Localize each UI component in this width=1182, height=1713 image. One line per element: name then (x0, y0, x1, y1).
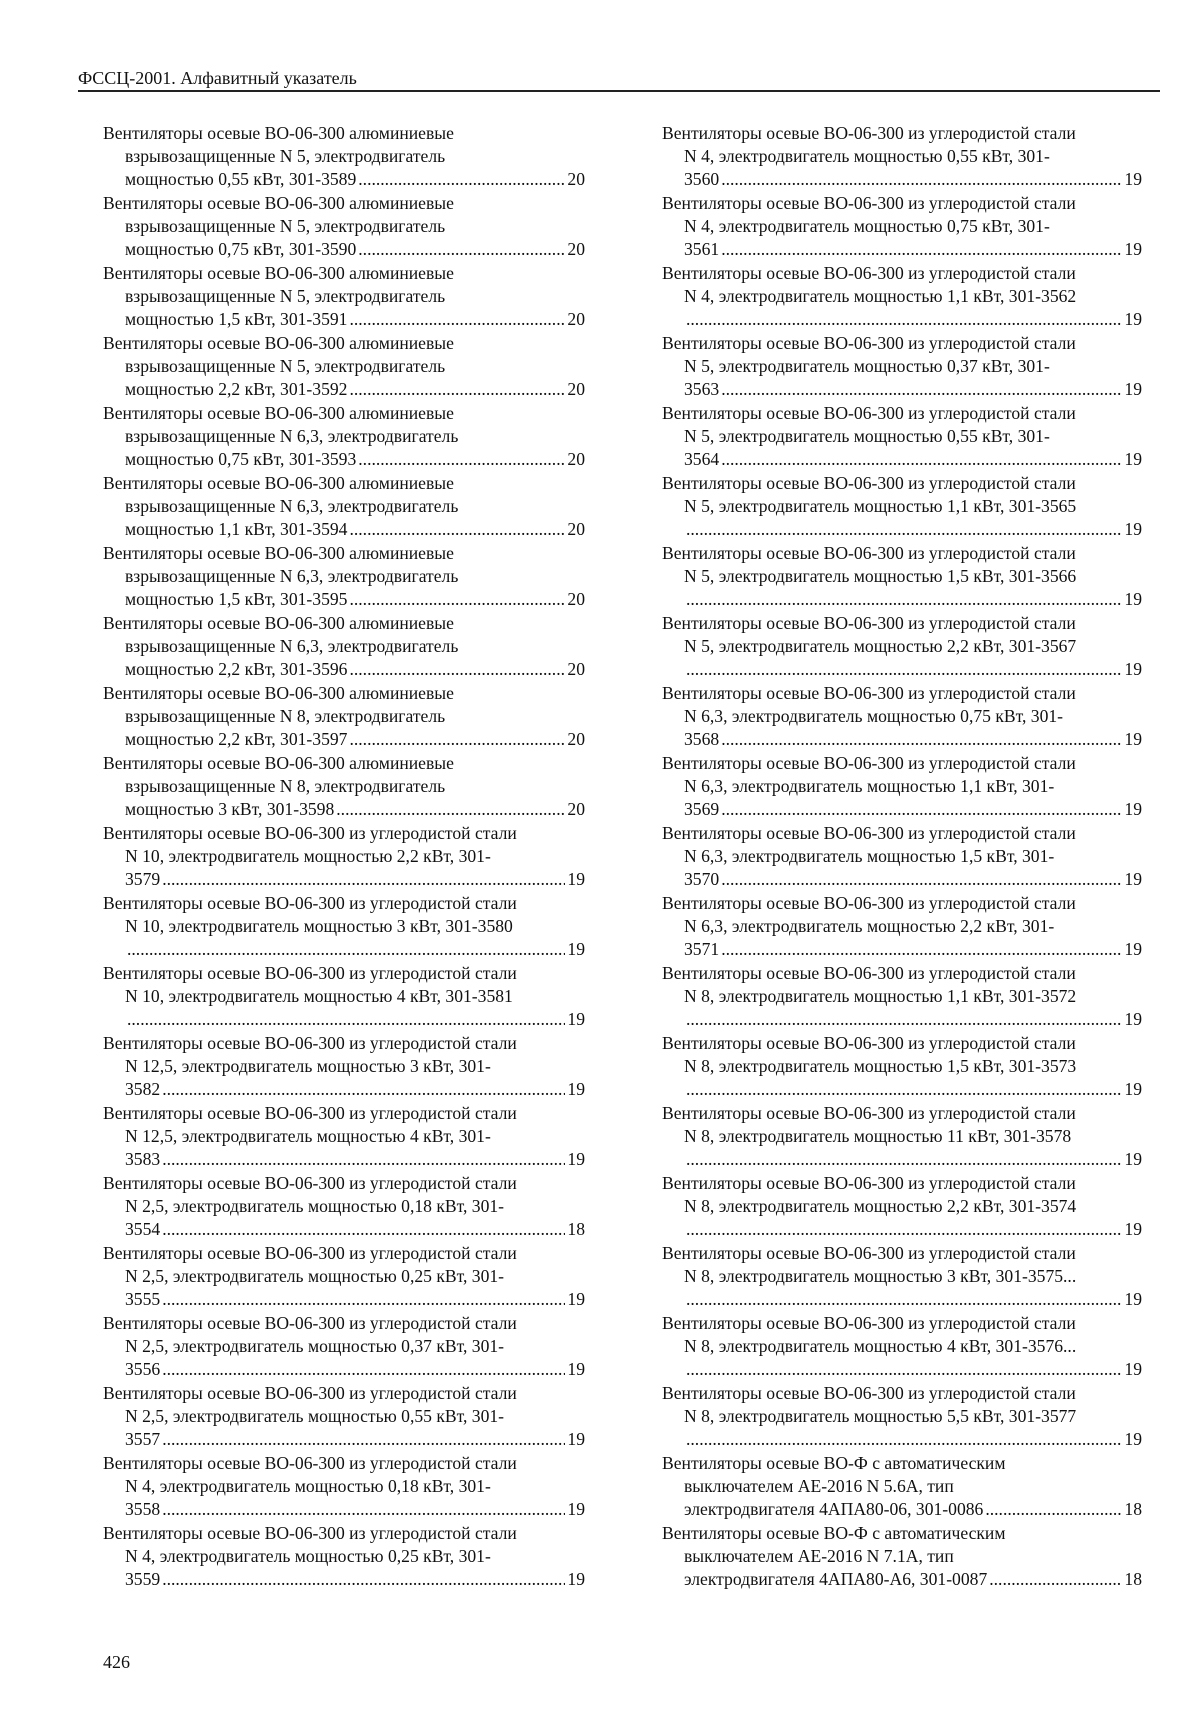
index-entry (103, 1172, 585, 1242)
entry-line: N 2,5, электродвигатель мощностью 0,55 кВт, 301- (125, 1406, 505, 1427)
entry-leader-line (103, 448, 585, 471)
entry-leader-line (662, 1288, 1142, 1311)
dot-leader (127, 938, 565, 961)
entry-page-number: 20 (567, 309, 585, 330)
left-column (103, 122, 585, 1592)
entry-page-number: 20 (567, 449, 585, 470)
dot-leader (686, 588, 1122, 611)
entry-leader-line (662, 448, 1142, 471)
dot-leader (721, 728, 1122, 751)
entry-line: взрывозащищенные N 8, электродвигатель (125, 706, 446, 727)
entry-tail: 3568 (684, 729, 720, 750)
entry-page-number: 20 (567, 169, 585, 190)
dot-leader (162, 1428, 565, 1451)
entry-leader-line (662, 868, 1142, 891)
entry-page-number: 19 (1124, 659, 1142, 680)
entry-leader-line (103, 868, 585, 891)
entry-leader-line (662, 658, 1142, 681)
index-entry (103, 1242, 585, 1312)
entry-tail: 3569 (684, 799, 720, 820)
entry-page-number: 19 (567, 869, 585, 890)
index-entry (103, 262, 585, 332)
dot-leader (721, 798, 1122, 821)
entry-line: N 6,3, электродвигатель мощностью 1,1 кВт, 301- (684, 776, 1055, 797)
entry-tail: мощностью 1,1 кВт, 301-3594 (125, 519, 348, 540)
entry-leader-line (662, 1358, 1142, 1381)
entry-page-number: 19 (567, 1289, 585, 1310)
entry-line: взрывозащищенные N 6,3, электродвигатель (125, 566, 459, 587)
entry-line: N 6,3, электродвигатель мощностью 1,5 кВт, 301- (684, 846, 1055, 867)
entry-tail: мощностью 0,75 кВт, 301-3590 (125, 239, 357, 260)
entry-line: N 6,3, электродвигатель мощностью 0,75 кВт, 301- (684, 706, 1064, 727)
entry-line: N 4, электродвигатель мощностью 0,25 кВт, 301- (125, 1546, 491, 1567)
dot-leader (162, 868, 565, 891)
entry-page-number: 18 (1124, 1499, 1142, 1520)
entry-leader-line (662, 798, 1142, 821)
entry-heading: Вентиляторы осевые ВО-06-300 из углеродистой стали (662, 193, 1076, 213)
entry-leader-line (103, 1428, 585, 1451)
entry-tail: мощностью 0,75 кВт, 301-3593 (125, 449, 357, 470)
entry-heading: Вентиляторы осевые ВО-06-300 из углеродистой стали (662, 1243, 1076, 1263)
index-entry (103, 402, 585, 472)
dot-leader (686, 1008, 1122, 1031)
index-entry (662, 332, 1142, 402)
entry-page-number: 19 (1124, 1219, 1142, 1240)
entry-tail: мощностью 2,2 кВт, 301-3592 (125, 379, 348, 400)
dot-leader (349, 588, 565, 611)
entry-tail: электродвигателя 4АПА80-А6, 301-0087 (684, 1569, 988, 1590)
index-entry (103, 612, 585, 682)
index-entry (103, 822, 585, 892)
dot-leader (686, 1148, 1122, 1171)
right-column (662, 122, 1142, 1592)
dot-leader (349, 308, 565, 331)
entry-leader-line (103, 168, 585, 191)
entry-leader-line (103, 518, 585, 541)
index-entry (662, 1382, 1142, 1452)
entry-line: взрывозащищенные N 6,3, электродвигатель (125, 426, 459, 447)
entry-line: N 8, электродвигатель мощностью 1,5 кВт, 301-3573 (684, 1056, 1077, 1077)
entry-leader-line (103, 1148, 585, 1171)
entry-heading: Вентиляторы осевые ВО-06-300 из углеродистой стали (662, 753, 1076, 773)
entry-leader-line (662, 1008, 1142, 1031)
index-entry (662, 262, 1142, 332)
entry-heading: Вентиляторы осевые ВО-06-300 из углеродистой стали (662, 403, 1076, 423)
index-entry (662, 822, 1142, 892)
entry-heading: Вентиляторы осевые ВО-06-300 алюминиевые (103, 753, 454, 773)
entry-line: N 5, электродвигатель мощностью 1,1 кВт, 301-3565 (684, 496, 1077, 517)
entry-line: N 4, электродвигатель мощностью 0,18 кВт, 301- (125, 1476, 491, 1497)
entry-tail: 3583 (125, 1149, 161, 1170)
index-entry (103, 892, 585, 962)
dot-leader (358, 238, 565, 261)
entry-heading: Вентиляторы осевые ВО-06-300 из углеродистой стали (662, 1313, 1076, 1333)
entry-heading: Вентиляторы осевые ВО-06-300 алюминиевые (103, 613, 454, 633)
entry-heading: Вентиляторы осевые ВО-06-300 алюминиевые (103, 263, 454, 283)
index-entry (662, 682, 1142, 752)
entry-line: N 10, электродвигатель мощностью 4 кВт, 301-3581 (125, 986, 513, 1007)
entry-leader-line (103, 1568, 585, 1591)
entry-leader-line (103, 798, 585, 821)
entry-heading: Вентиляторы осевые ВО-06-300 из углеродистой стали (103, 1173, 517, 1193)
entry-line: N 8, электродвигатель мощностью 3 кВт, 301-3575... (684, 1266, 1077, 1287)
entry-heading: Вентиляторы осевые ВО-06-300 из углеродистой стали (103, 1453, 517, 1473)
entry-heading: Вентиляторы осевые ВО-06-300 алюминиевые (103, 333, 454, 353)
entry-leader-line (662, 938, 1142, 961)
entry-page-number: 19 (567, 1359, 585, 1380)
entry-heading: Вентиляторы осевые ВО-06-300 из углеродистой стали (662, 963, 1076, 983)
entry-heading: Вентиляторы осевые ВО-06-300 из углеродистой стали (103, 963, 517, 983)
entry-page-number: 18 (567, 1219, 585, 1240)
index-entry (662, 402, 1142, 472)
entry-heading: Вентиляторы осевые ВО-Ф с автоматическим (662, 1523, 1006, 1543)
dot-leader (162, 1148, 565, 1171)
entry-heading: Вентиляторы осевые ВО-06-300 из углеродистой стали (662, 1103, 1076, 1123)
dot-leader (985, 1498, 1122, 1521)
dot-leader (127, 1008, 565, 1031)
entry-line: N 2,5, электродвигатель мощностью 0,37 кВт, 301- (125, 1336, 505, 1357)
entry-tail: 3564 (684, 449, 720, 470)
entry-heading: Вентиляторы осевые ВО-06-300 из углеродистой стали (103, 1313, 517, 1333)
index-entry (103, 1452, 585, 1522)
dot-leader (162, 1218, 565, 1241)
entry-line: N 12,5, электродвигатель мощностью 4 кВт, 301- (125, 1126, 491, 1147)
dot-leader (162, 1498, 565, 1521)
entry-line: N 12,5, электродвигатель мощностью 3 кВт, 301- (125, 1056, 491, 1077)
entry-leader-line (103, 938, 585, 961)
entry-page-number: 20 (567, 239, 585, 260)
entry-page-number: 20 (567, 729, 585, 750)
index-entry (103, 752, 585, 822)
entry-leader-line (103, 1358, 585, 1381)
entry-tail: 3554 (125, 1219, 161, 1240)
index-entry (103, 962, 585, 1032)
entry-leader-line (662, 308, 1142, 331)
entry-tail: 3558 (125, 1499, 161, 1520)
entry-heading: Вентиляторы осевые ВО-06-300 из углеродистой стали (103, 893, 517, 913)
entry-page-number: 19 (1124, 939, 1142, 960)
dot-leader (336, 798, 565, 821)
entry-page-number: 19 (567, 939, 585, 960)
entry-line: N 2,5, электродвигатель мощностью 0,18 кВт, 301- (125, 1196, 505, 1217)
dot-leader (162, 1358, 565, 1381)
dot-leader (721, 868, 1122, 891)
entry-line: N 2,5, электродвигатель мощностью 0,25 кВт, 301- (125, 1266, 505, 1287)
entry-tail: мощностью 2,2 кВт, 301-3597 (125, 729, 348, 750)
entry-page-number: 19 (1124, 449, 1142, 470)
entry-line: N 5, электродвигатель мощностью 1,5 кВт, 301-3566 (684, 566, 1077, 587)
entry-heading: Вентиляторы осевые ВО-06-300 из углеродистой стали (662, 473, 1076, 493)
entry-leader-line (103, 1288, 585, 1311)
entry-leader-line (662, 1568, 1142, 1591)
entry-line: N 5, электродвигатель мощностью 0,37 кВт, 301- (684, 356, 1050, 377)
index-entry (103, 1522, 585, 1592)
dot-leader (349, 518, 565, 541)
entry-leader-line (662, 1218, 1142, 1241)
entry-line: N 4, электродвигатель мощностью 0,55 кВт, 301- (684, 146, 1050, 167)
index-entry (103, 122, 585, 192)
entry-page-number: 19 (567, 1009, 585, 1030)
entry-heading: Вентиляторы осевые ВО-06-300 из углеродистой стали (662, 333, 1076, 353)
entry-page-number: 19 (1124, 1429, 1142, 1450)
entry-leader-line (662, 238, 1142, 261)
dot-leader (358, 168, 565, 191)
entry-page-number: 19 (1124, 1009, 1142, 1030)
entry-heading: Вентиляторы осевые ВО-06-300 из углеродистой стали (662, 893, 1076, 913)
entry-tail: 3559 (125, 1569, 161, 1590)
dot-leader (349, 728, 565, 751)
entry-page-number: 19 (1124, 1289, 1142, 1310)
entry-heading: Вентиляторы осевые ВО-06-300 алюминиевые (103, 193, 454, 213)
entry-line: взрывозащищенные N 8, электродвигатель (125, 776, 446, 797)
entry-heading: Вентиляторы осевые ВО-06-300 из углеродистой стали (662, 683, 1076, 703)
dot-leader (349, 658, 565, 681)
index-entry (103, 682, 585, 752)
entry-heading: Вентиляторы осевые ВО-06-300 алюминиевые (103, 473, 454, 493)
entry-page-number: 19 (1124, 519, 1142, 540)
index-entry (662, 472, 1142, 542)
dot-leader (721, 238, 1122, 261)
index-entry (103, 1312, 585, 1382)
entry-heading: Вентиляторы осевые ВО-06-300 из углеродистой стали (103, 1103, 517, 1123)
dot-leader (989, 1568, 1122, 1591)
entry-tail: 3571 (684, 939, 720, 960)
entry-page-number: 19 (567, 1499, 585, 1520)
entry-line: взрывозащищенные N 5, электродвигатель (125, 286, 446, 307)
entry-page-number: 19 (567, 1429, 585, 1450)
index-entry (103, 1102, 585, 1172)
entry-line: N 8, электродвигатель мощностью 2,2 кВт, 301-3574 (684, 1196, 1077, 1217)
dot-leader (162, 1288, 565, 1311)
dot-leader (686, 1078, 1122, 1101)
entry-page-number: 19 (1124, 1359, 1142, 1380)
entry-leader-line (103, 658, 585, 681)
entry-page-number: 19 (1124, 869, 1142, 890)
entry-leader-line (103, 1498, 585, 1521)
index-entry (662, 1522, 1142, 1592)
index-entry (662, 192, 1142, 262)
entry-page-number: 18 (1124, 1569, 1142, 1590)
entry-heading: Вентиляторы осевые ВО-06-300 алюминиевые (103, 403, 454, 423)
dot-leader (686, 1288, 1122, 1311)
dot-leader (721, 378, 1122, 401)
entry-tail: 3582 (125, 1079, 161, 1100)
entry-tail: мощностью 2,2 кВт, 301-3596 (125, 659, 348, 680)
entry-page-number: 20 (567, 799, 585, 820)
entry-heading: Вентиляторы осевые ВО-06-300 из углеродистой стали (103, 1523, 517, 1543)
entry-heading: Вентиляторы осевые ВО-06-300 из углеродистой стали (662, 123, 1076, 143)
entry-tail: мощностью 1,5 кВт, 301-3595 (125, 589, 348, 610)
entry-heading: Вентиляторы осевые ВО-06-300 из углеродистой стали (103, 1033, 517, 1053)
entry-leader-line (103, 728, 585, 751)
entry-line: взрывозащищенные N 6,3, электродвигатель (125, 496, 459, 517)
entry-page-number: 20 (567, 519, 585, 540)
entry-tail: 3579 (125, 869, 161, 890)
entry-leader-line (662, 588, 1142, 611)
entry-page-number: 19 (1124, 379, 1142, 400)
entry-tail: 3560 (684, 169, 720, 190)
entry-heading: Вентиляторы осевые ВО-Ф с автоматическим (662, 1453, 1006, 1473)
entry-heading: Вентиляторы осевые ВО-06-300 из углеродистой стали (103, 1383, 517, 1403)
entry-page-number: 19 (1124, 1079, 1142, 1100)
entry-line: N 8, электродвигатель мощностью 1,1 кВт, 301-3572 (684, 986, 1077, 1007)
index-entry (662, 542, 1142, 612)
index-entry (662, 1312, 1142, 1382)
index-entry (662, 612, 1142, 682)
dot-leader (686, 658, 1122, 681)
index-entry (662, 1032, 1142, 1102)
dot-leader (686, 308, 1122, 331)
entry-leader-line (662, 1148, 1142, 1171)
entry-leader-line (662, 1428, 1142, 1451)
entry-heading: Вентиляторы осевые ВО-06-300 из углеродистой стали (103, 823, 517, 843)
entry-page-number: 19 (1124, 1149, 1142, 1170)
entry-line: выключателем АЕ-2016 N 5.6А, тип (684, 1476, 954, 1497)
index-entry (103, 332, 585, 402)
entry-heading: Вентиляторы осевые ВО-06-300 из углеродистой стали (662, 263, 1076, 283)
index-entry (103, 1032, 585, 1102)
entry-leader-line (103, 378, 585, 401)
index-entry (662, 752, 1142, 822)
entry-line: N 10, электродвигатель мощностью 3 кВт, 301-3580 (125, 916, 513, 937)
entry-heading: Вентиляторы осевые ВО-06-300 алюминиевые (103, 543, 454, 563)
entry-page-number: 19 (1124, 309, 1142, 330)
index-entry (103, 192, 585, 262)
entry-leader-line (103, 238, 585, 261)
index-entry (103, 542, 585, 612)
entry-leader-line (103, 1218, 585, 1241)
entry-line: N 5, электродвигатель мощностью 2,2 кВт, 301-3567 (684, 636, 1077, 657)
index-entry (103, 472, 585, 542)
entry-tail: 3563 (684, 379, 720, 400)
entry-line: взрывозащищенные N 5, электродвигатель (125, 216, 446, 237)
index-entry (662, 1452, 1142, 1522)
entry-page-number: 19 (1124, 239, 1142, 260)
entry-line: взрывозащищенные N 5, электродвигатель (125, 356, 446, 377)
dot-leader (686, 1428, 1122, 1451)
dot-leader (721, 168, 1122, 191)
entry-tail: 3561 (684, 239, 720, 260)
entry-page-number: 19 (567, 1149, 585, 1170)
entry-tail: 3555 (125, 1289, 161, 1310)
entry-heading: Вентиляторы осевые ВО-06-300 из углеродистой стали (662, 1173, 1076, 1193)
entry-leader-line (103, 1008, 585, 1031)
page-number: 426 (103, 1652, 130, 1672)
entry-leader-line (662, 378, 1142, 401)
index-entry (662, 122, 1142, 192)
dot-leader (686, 518, 1122, 541)
entry-line: N 8, электродвигатель мощностью 5,5 кВт, 301-3577 (684, 1406, 1077, 1427)
dot-leader (358, 448, 565, 471)
entry-line: N 4, электродвигатель мощностью 1,1 кВт, 301-3562 (684, 286, 1077, 307)
index-entry (103, 1382, 585, 1452)
entry-leader-line (103, 588, 585, 611)
entry-leader-line (662, 1498, 1142, 1521)
dot-leader (721, 938, 1122, 961)
entry-tail: мощностью 1,5 кВт, 301-3591 (125, 309, 348, 330)
entry-page-number: 19 (1124, 169, 1142, 190)
entry-heading: Вентиляторы осевые ВО-06-300 из углеродистой стали (662, 1383, 1076, 1403)
entry-page-number: 20 (567, 589, 585, 610)
entry-heading: Вентиляторы осевые ВО-06-300 из углеродистой стали (662, 543, 1076, 563)
entry-leader-line (662, 1078, 1142, 1101)
index-entry (662, 962, 1142, 1032)
entry-line: выключателем АЕ-2016 N 7.1А, тип (684, 1546, 954, 1567)
index-entry (662, 892, 1142, 962)
entry-line: N 8, электродвигатель мощностью 4 кВт, 301-3576... (684, 1336, 1077, 1357)
dot-leader (162, 1078, 565, 1101)
entry-tail: 3557 (125, 1429, 161, 1450)
entry-leader-line (662, 168, 1142, 191)
entry-heading: Вентиляторы осевые ВО-06-300 алюминиевые (103, 683, 454, 703)
entry-page-number: 19 (1124, 589, 1142, 610)
dot-leader (349, 378, 565, 401)
entry-page-number: 19 (1124, 729, 1142, 750)
dot-leader (686, 1358, 1122, 1381)
entry-leader-line (662, 728, 1142, 751)
entry-page-number: 19 (1124, 799, 1142, 820)
entry-leader-line (103, 308, 585, 331)
entry-tail: 3570 (684, 869, 720, 890)
entry-tail: мощностью 3 кВт, 301-3598 (125, 799, 335, 820)
entry-line: N 5, электродвигатель мощностью 0,55 кВт, 301- (684, 426, 1050, 447)
entry-heading: Вентиляторы осевые ВО-06-300 из углеродистой стали (662, 613, 1076, 633)
entry-line: взрывозащищенные N 5, электродвигатель (125, 146, 446, 167)
entry-line: N 10, электродвигатель мощностью 2,2 кВт, 301- (125, 846, 491, 867)
entry-heading: Вентиляторы осевые ВО-06-300 из углеродистой стали (662, 1033, 1076, 1053)
index-entry (662, 1242, 1142, 1312)
entry-leader-line (662, 518, 1142, 541)
index-entry (662, 1172, 1142, 1242)
dot-leader (162, 1568, 565, 1591)
entry-line: N 8, электродвигатель мощностью 11 кВт, 301-3578 (684, 1126, 1072, 1147)
entry-heading: Вентиляторы осевые ВО-06-300 алюминиевые (103, 123, 454, 143)
entry-leader-line (103, 1078, 585, 1101)
entry-heading: Вентиляторы осевые ВО-06-300 из углеродистой стали (662, 823, 1076, 843)
dot-leader (686, 1218, 1122, 1241)
entry-tail: 3556 (125, 1359, 161, 1380)
entry-tail: мощностью 0,55 кВт, 301-3589 (125, 169, 357, 190)
entry-line: взрывозащищенные N 6,3, электродвигатель (125, 636, 459, 657)
entry-line: N 6,3, электродвигатель мощностью 2,2 кВт, 301- (684, 916, 1055, 937)
entry-line: N 4, электродвигатель мощностью 0,75 кВт, 301- (684, 216, 1050, 237)
entry-tail: электродвигателя 4АПА80-06, 301-0086 (684, 1499, 984, 1520)
page-header: ФССЦ-2001. Алфавитный указатель (78, 68, 1160, 92)
entry-page-number: 20 (567, 659, 585, 680)
dot-leader (721, 448, 1122, 471)
entry-page-number: 20 (567, 379, 585, 400)
entry-page-number: 19 (567, 1079, 585, 1100)
entry-page-number: 19 (567, 1569, 585, 1590)
entry-heading: Вентиляторы осевые ВО-06-300 из углеродистой стали (103, 1243, 517, 1263)
index-entry (662, 1102, 1142, 1172)
